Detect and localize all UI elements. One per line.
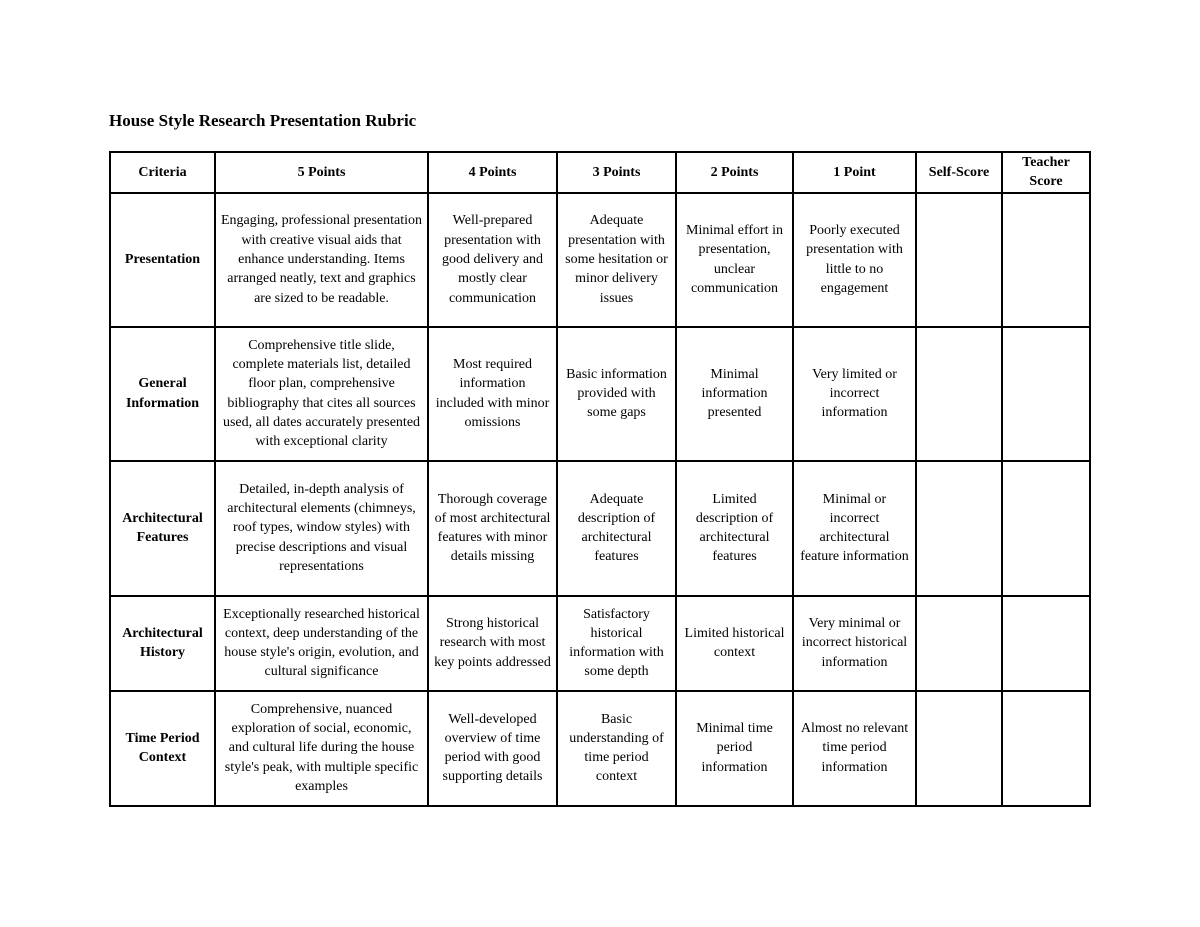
header-2-points: 2 Points xyxy=(676,152,793,193)
cell-2-points: Minimal information presented xyxy=(676,327,793,461)
header-self-score: Self-Score xyxy=(916,152,1002,193)
self-score-cell[interactable] xyxy=(916,596,1002,691)
cell-5-points: Detailed, in-depth analysis of architectural elements (chimneys, roof types, window styles) with precise descriptions and visual representations xyxy=(215,461,428,596)
cell-1-point: Minimal or incorrect architectural feature information xyxy=(793,461,916,596)
header-criteria: Criteria xyxy=(110,152,215,193)
cell-3-points: Basic understanding of time period context xyxy=(557,691,676,806)
cell-4-points: Thorough coverage of most architectural features with minor details missing xyxy=(428,461,557,596)
cell-1-point: Very limited or incorrect information xyxy=(793,327,916,461)
teacher-score-cell[interactable] xyxy=(1002,691,1090,806)
cell-5-points: Comprehensive, nuanced exploration of social, economic, and cultural life during the house style's peak, with multiple specific examples xyxy=(215,691,428,806)
criteria-cell: Time Period Context xyxy=(110,691,215,806)
self-score-cell[interactable] xyxy=(916,691,1002,806)
header-5-points: 5 Points xyxy=(215,152,428,193)
cell-2-points: Minimal time period information xyxy=(676,691,793,806)
criteria-cell: Architectural History xyxy=(110,596,215,691)
rubric-row-architectural-history xyxy=(110,596,1090,691)
cell-5-points: Comprehensive title slide, complete materials list, detailed floor plan, comprehensive bibliography that cites all sources used, all dates accurately presented with exceptional clarity xyxy=(215,327,428,461)
header-4-points: 4 Points xyxy=(428,152,557,193)
teacher-score-cell[interactable] xyxy=(1002,461,1090,596)
teacher-score-cell[interactable] xyxy=(1002,327,1090,461)
cell-1-point: Almost no relevant time period information xyxy=(793,691,916,806)
self-score-cell[interactable] xyxy=(916,461,1002,596)
cell-5-points: Engaging, professional presentation with creative visual aids that enhance understanding. Items arranged neatly, text and graphics are sized to be readable. xyxy=(215,193,428,327)
cell-3-points: Satisfactory historical information with some depth xyxy=(557,596,676,691)
teacher-score-cell[interactable] xyxy=(1002,193,1090,327)
cell-2-points: Limited description of architectural features xyxy=(676,461,793,596)
cell-4-points: Strong historical research with most key points addressed xyxy=(428,596,557,691)
cell-1-point: Poorly executed presentation with little to no engagement xyxy=(793,193,916,327)
cell-4-points: Well-prepared presentation with good delivery and mostly clear communication xyxy=(428,193,557,327)
header-3-points: 3 Points xyxy=(557,152,676,193)
header-row xyxy=(110,152,1090,193)
rubric-row-presentation xyxy=(110,193,1090,327)
header-1-point: 1 Point xyxy=(793,152,916,193)
header-teacher-score: Teacher Score xyxy=(1002,152,1090,193)
cell-3-points: Basic information provided with some gaps xyxy=(557,327,676,461)
document-title: House Style Research Presentation Rubric xyxy=(109,111,417,130)
teacher-score-cell[interactable] xyxy=(1002,596,1090,691)
cell-1-point: Very minimal or incorrect historical information xyxy=(793,596,916,691)
self-score-cell[interactable] xyxy=(916,327,1002,461)
cell-5-points: Exceptionally researched historical context, deep understanding of the house style's origin, evolution, and cultural significance xyxy=(215,596,428,691)
criteria-cell: Architectural Features xyxy=(110,461,215,596)
rubric-row-time-period-context xyxy=(110,691,1090,806)
criteria-cell: General Information xyxy=(110,327,215,461)
cell-2-points: Minimal effort in presentation, unclear communication xyxy=(676,193,793,327)
cell-4-points: Most required information included with minor omissions xyxy=(428,327,557,461)
criteria-cell: Presentation xyxy=(110,193,215,327)
cell-2-points: Limited historical context xyxy=(676,596,793,691)
cell-3-points: Adequate description of architectural features xyxy=(557,461,676,596)
rubric-row-general-information xyxy=(110,327,1090,461)
cell-4-points: Well-developed overview of time period with good supporting details xyxy=(428,691,557,806)
rubric-table xyxy=(109,151,1091,807)
cell-3-points: Adequate presentation with some hesitation or minor delivery issues xyxy=(557,193,676,327)
rubric-row-architectural-features xyxy=(110,461,1090,596)
self-score-cell[interactable] xyxy=(916,193,1002,327)
